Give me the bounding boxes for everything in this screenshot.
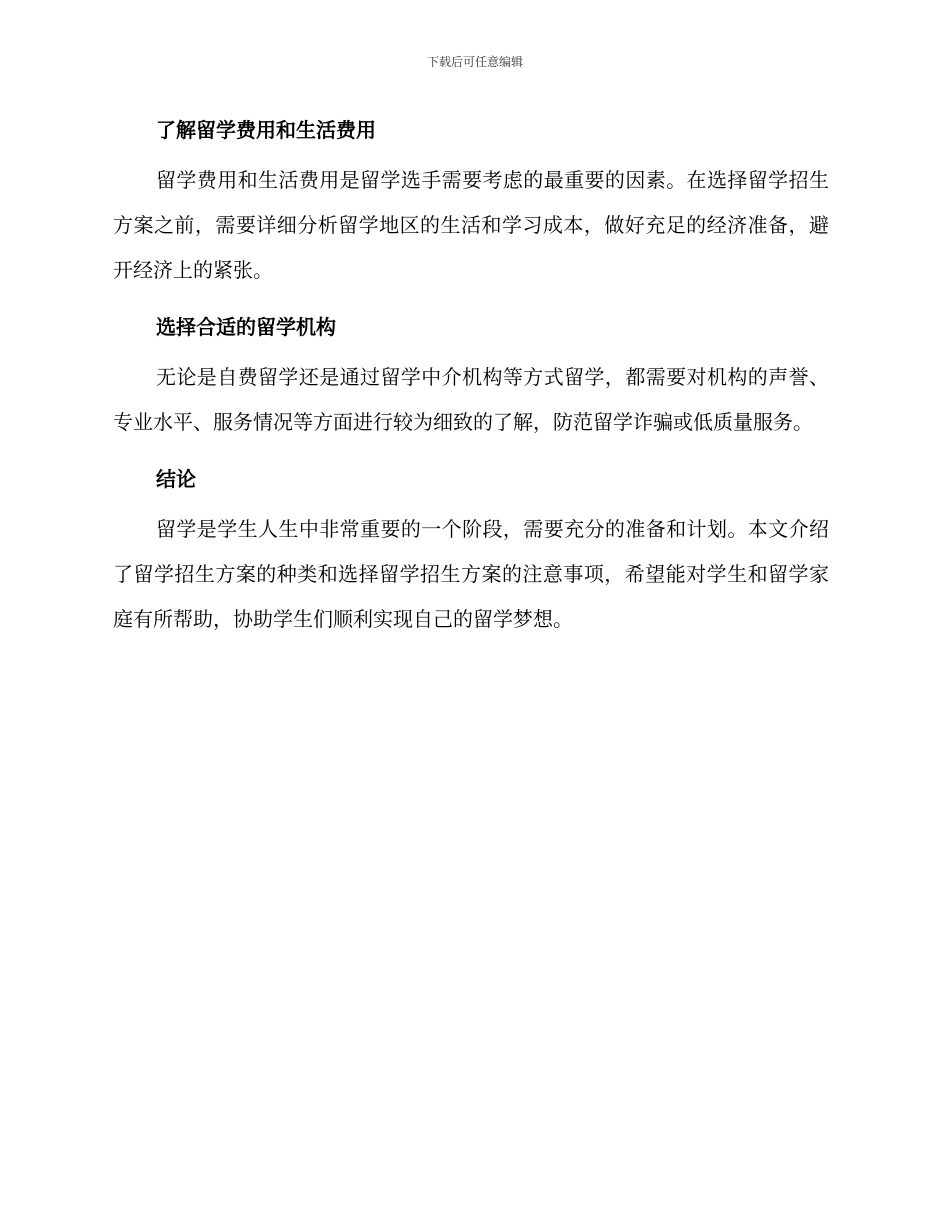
page-header-note: 下载后可任意编辑 <box>426 55 523 69</box>
section-heading: 选择合适的留学机构 <box>156 315 336 339</box>
section-paragraph: 留学是学生人生中非常重要的一个阶段，需要充分的准备和计划。本文介绍了留学招生方案的种类和选择留学招生方案的注意事项，希望能对学生和留学家庭有所帮助，协助学生们顺利实现自己的留学梦想。 <box>113 517 829 631</box>
section-cost <box>113 110 829 293</box>
section-conclusion <box>113 459 829 642</box>
section-paragraph: 无论是自费留学还是通过留学中介机构等方式留学，都需要对机构的声誉、专业水平、服务情况等方面进行较为细致的了解，防范留学诈骗或低质量服务。 <box>113 365 829 434</box>
section-heading: 了解留学费用和生活费用 <box>156 118 376 142</box>
section-heading: 结论 <box>156 467 196 491</box>
section-agency <box>113 307 829 445</box>
document-body <box>113 110 829 642</box>
section-paragraph: 留学费用和生活费用是留学选手需要考虑的最重要的因素。在选择留学招生方案之前，需要详细分析留学地区的生活和学习成本，做好充足的经济准备，避开经济上的紧张。 <box>113 168 829 282</box>
